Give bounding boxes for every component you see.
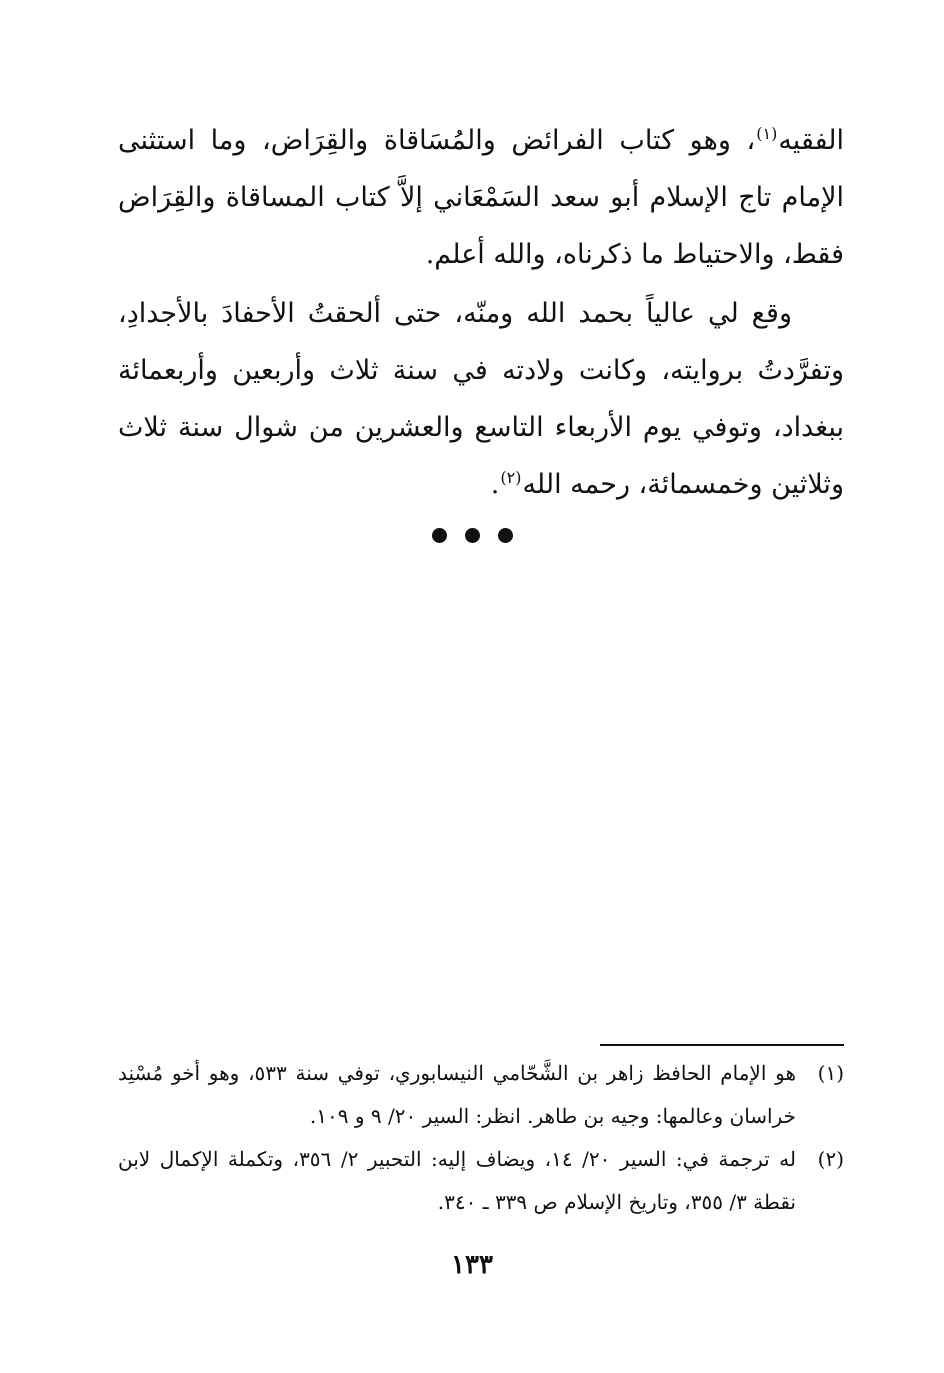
page-number: ١٣٣ <box>451 1250 493 1280</box>
footnote-ref-2[interactable]: (٢) <box>500 468 522 487</box>
paragraph-2-text: وقع لي عالياً بحمد الله ومنّه، حتى ألحقتُ الأحفادَ بالأجدادِ، وتفرَّدتُ بروايته، وكانت ولادته في سنة ثلاث وأربعين وأربعمائة ببغداد، وتوفي يوم الأربعاء التاسع والعشرين من شوال سنة ثلاث وثلاثين وخمسمائة، رحمه الله <box>118 298 844 500</box>
separator-dot <box>432 528 447 543</box>
separator-dot <box>498 528 513 543</box>
footnote-2 <box>118 1138 844 1224</box>
paragraph-1 <box>118 112 844 283</box>
footnote-number: (١) <box>817 1061 844 1085</box>
section-separator <box>0 528 944 547</box>
footnote-1 <box>118 1052 844 1138</box>
footnote-text: هو الإمام الحافظ زاهر بن الشَّحّامي النيسابوري، توفي سنة ٥٣٣، وهو أخو مُسْنِد خراسان وعالمها: وجيه بن طاهر. انظر: السير ٢٠/ ٩ و ١٠٩. <box>118 1061 796 1128</box>
footnotes <box>118 1052 844 1224</box>
footnote-text: له ترجمة في: السير ٢٠/ ١٤، ويضاف إليه: التحبير ٢/ ٣٥٦، وتكملة الإكمال لابن نقطة ٣/ ٣٥٥، وتاريخ الإسلام ص ٣٣٩ ـ ٣٤٠. <box>118 1147 796 1214</box>
paragraph-2-end: . <box>490 469 500 500</box>
main-text <box>118 112 844 513</box>
footnote-ref-1[interactable]: (١) <box>756 124 778 143</box>
footnote-divider <box>600 1044 844 1046</box>
paragraph-2 <box>118 285 844 513</box>
paragraph-1-start: الفقيه <box>778 125 844 156</box>
paragraph-1-rest: ، وهو كتاب الفرائض والمُسَاقاة والقِرَاض، وما استثنى الإمام تاج الإسلام أبو سعد السَمْعَاني إلاَّ كتاب المساقاة والقِرَاض فقط، والاحتياط ما ذكرناه، والله أعلم. <box>118 125 844 270</box>
separator-dot <box>465 528 480 543</box>
footnote-number: (٢) <box>817 1147 844 1171</box>
